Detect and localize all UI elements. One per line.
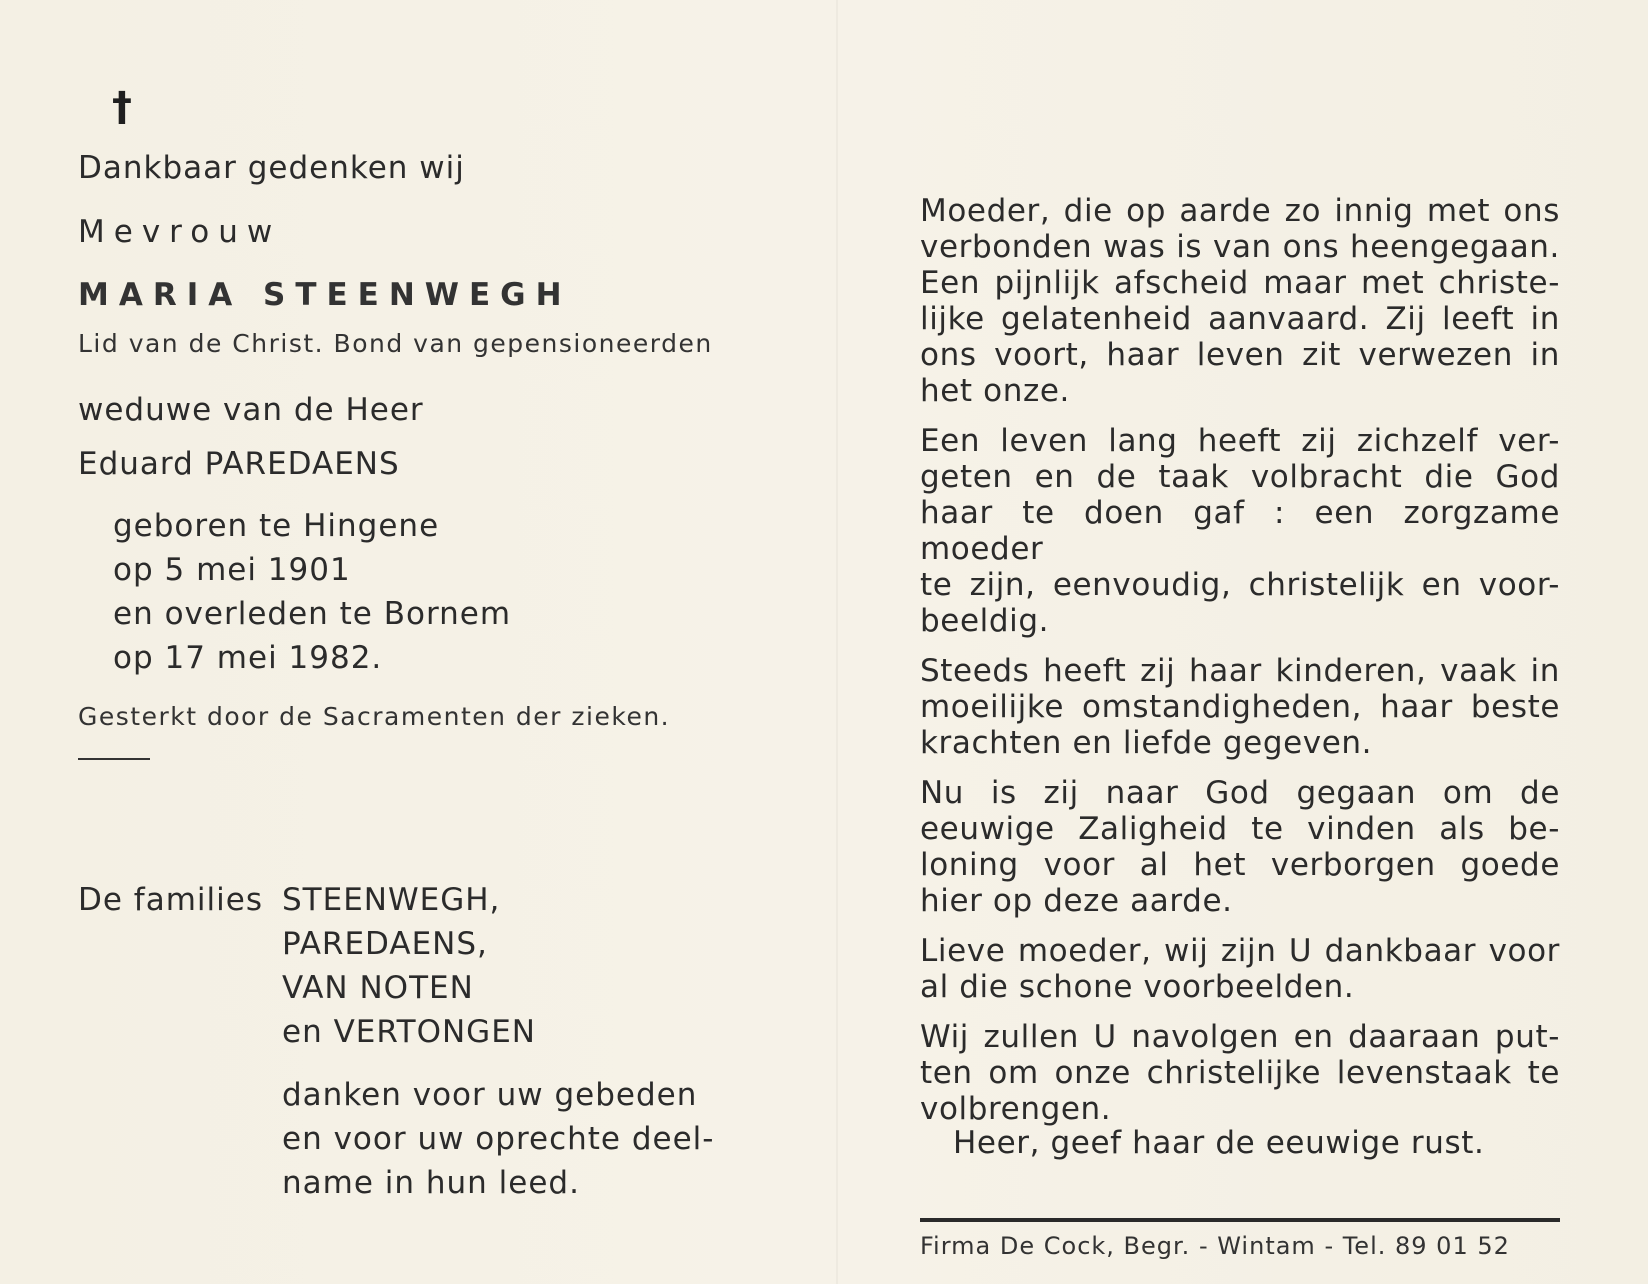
card-fold (836, 0, 838, 1284)
text-line: verbonden was is van ons heengegaan. (920, 229, 1560, 265)
text-line: te zijn, eenvoudig, christelijk en voor- (920, 567, 1560, 603)
short-divider (78, 758, 150, 760)
memorial-text (920, 193, 1560, 1141)
husband-name: Eduard PAREDAENS (78, 446, 400, 482)
widow-of-text: weduwe van de Heer (78, 392, 424, 428)
paragraph (920, 423, 1560, 639)
paragraph (920, 775, 1560, 919)
text-line: moeilijke omstandigheden, haar beste (920, 689, 1560, 725)
thanks-line: danken voor uw gebeden (282, 1077, 698, 1113)
text-line: volbrengen. (920, 1091, 1112, 1127)
paragraph (920, 1019, 1560, 1127)
text-line: ons voort, haar leven zit verwezen in (920, 337, 1560, 373)
deceased-name: MARIA STEENWEGH (78, 277, 572, 313)
text-line: ten om onze christelijke levenstaak te (920, 1055, 1560, 1091)
text-line: lijke gelatenheid aanvaard. Zij leeft in (920, 301, 1560, 337)
born-date: op 5 mei 1901 (113, 552, 351, 588)
sacraments-text: Gesterkt door de Sacramenten der zieken. (78, 702, 671, 731)
text-line: hier op deze aarde. (920, 883, 1233, 919)
born-place: geboren te Hingene (113, 508, 440, 544)
family-name: VAN NOTEN (282, 970, 474, 1006)
text-line: krachten en liefde gegeven. (920, 725, 1373, 761)
text-line: Een leven lang heeft zij zichzelf ver- (920, 423, 1560, 459)
text-line: beeldig. (920, 603, 1050, 639)
text-line: Nu is zij naar God gegaan om de (920, 775, 1560, 811)
family-name: PAREDAENS, (282, 926, 488, 962)
family-name: STEENWEGH, (282, 882, 501, 918)
intro-text: Dankbaar gedenken wij (78, 150, 465, 186)
text-line: haar te doen gaf : een zorgzame moeder (920, 495, 1560, 567)
firm-credit: Firma De Cock, Begr. - Wintam - Tel. 89 01 52 (920, 1232, 1510, 1260)
text-line: Moeder, die op aarde zo innig met ons (920, 193, 1560, 229)
membership-text: Lid van de Christ. Bond van gepensioneerden (78, 329, 713, 358)
text-line: Steeds heeft zij haar kinderen, vaak in (920, 653, 1560, 689)
thanks-line: name in hun leed. (282, 1165, 580, 1201)
text-line: loning voor al het verborgen goede (920, 847, 1560, 883)
text-line: Een pijnlijk afscheid maar met christe- (920, 265, 1560, 301)
paragraph (920, 193, 1560, 409)
paragraph (920, 653, 1560, 761)
died-date: op 17 mei 1982. (113, 640, 383, 676)
title-text: Mevrouw (78, 214, 282, 250)
family-name: en VERTONGEN (282, 1014, 536, 1050)
families-label: De families (78, 882, 263, 918)
text-line: Wij zullen U navolgen en daaraan put- (920, 1019, 1560, 1055)
cross-icon: † (112, 84, 132, 130)
paragraph (920, 933, 1560, 1005)
text-line: eeuwige Zaligheid te vinden als be- (920, 811, 1560, 847)
text-line: geten en de taak volbracht die God (920, 459, 1560, 495)
thanks-line: en voor uw oprechte deel- (282, 1121, 715, 1157)
text-line: al die schone voorbeelden. (920, 969, 1355, 1005)
text-line: Lieve moeder, wij zijn U dankbaar voor (920, 933, 1560, 969)
footer-divider (920, 1218, 1560, 1222)
died-place: en overleden te Bornem (113, 596, 512, 632)
text-line: het onze. (920, 373, 1070, 409)
closing-prayer: Heer, geef haar de eeuwige rust. (953, 1125, 1485, 1161)
